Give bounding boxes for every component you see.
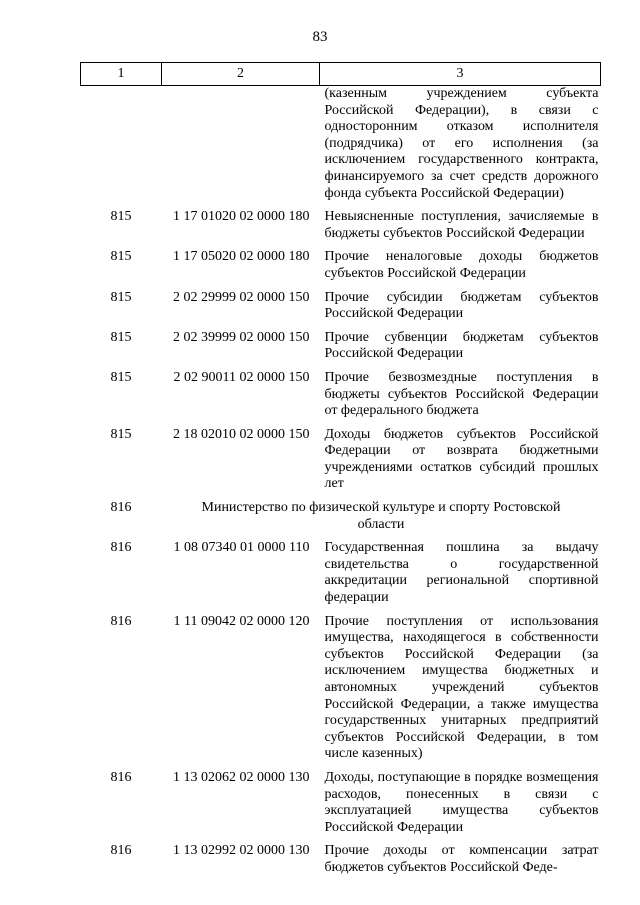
row-admin-code: 815 [110,329,132,345]
row-description: Государственная пошлина за выдачу свидетельства о государственной аккредитации региональной спортивной федерации [324,540,599,606]
table-row [81,843,601,883]
column-header-2: 2 [162,63,320,86]
row-admin-code: 815 [110,289,132,305]
table-header-row [81,63,601,86]
row-kbk-code: 1 13 02992 02 0000 130 [173,843,310,859]
row-admin-code: 815 [110,209,132,225]
table-row [81,614,601,770]
page-number: 83 [312,29,328,45]
row-admin-code: 815 [110,369,132,385]
column-header-3: 3 [320,63,601,86]
table-row [81,770,601,843]
row-kbk-code: 2 02 29999 02 0000 150 [173,289,310,305]
table-row-continuation [81,86,601,210]
table-row [81,249,601,289]
row-description: Прочие поступления от использования имущества, находящегося в собственности субъектов Российской Федерации (за исключением имущества бюджетных и автономных учреждений субъектов Российской Федерации, а также имущества государственных унитарных предприятий субъектов Российской Федерации, в том числе казенных) [324,613,599,762]
revenue-codes-table [80,62,601,884]
row-kbk-code: 2 02 39999 02 0000 150 [173,329,310,345]
row-kbk-code: 1 17 05020 02 0000 180 [173,249,310,265]
row-admin-code: 816 [110,613,132,629]
row-description: Прочие доходы от компенсации затрат бюджетов субъектов Российской Феде- [324,843,599,875]
table-row [81,209,601,249]
row-description: Прочие субвенции бюджетам субъектов Российской Федерации [324,329,599,362]
row-kbk-code: 1 13 02062 02 0000 130 [173,769,310,785]
row-description: Доходы бюджетов субъектов Российской Федерации от возврата бюджетными учреждениями остатков субсидий прошлых лет [324,426,599,492]
row-admin-code: 816 [110,843,132,859]
row-admin-code: 816 [110,540,132,556]
row-description: Прочие субсидии бюджетам субъектов Российской Федерации [324,289,599,322]
table-row [81,540,601,613]
column-header-1: 1 [81,63,162,86]
row-kbk-code: 1 17 01020 02 0000 180 [173,209,310,225]
table-row [81,330,601,370]
row-admin-code: 815 [110,426,132,442]
row-kbk-code: 1 11 09042 02 0000 120 [173,613,310,629]
row-description: Невыясненные поступления, зачисляемые в бюджеты субъектов Российской Федерации [324,209,599,241]
table-row-section [81,500,601,540]
table-row [81,427,601,500]
table-row [81,290,601,330]
row-kbk-code: 1 08 07340 01 0000 110 [173,540,310,556]
row-admin-code: 815 [110,249,132,265]
table-row [81,370,601,427]
row-admin-code: 816 [110,769,132,785]
row-kbk-code: 2 02 90011 02 0000 150 [173,369,310,385]
section-title: Министерство по физической культуре и спорту Ростовской области [201,500,561,532]
row-description: Прочие безвозмездные поступления в бюджеты субъектов Российской Федерации от федерального бюджета [324,369,599,419]
section-admin-code: 816 [110,500,132,516]
row-kbk-code: 2 18 02010 02 0000 150 [173,426,310,442]
row-description: Прочие неналоговые доходы бюджетов субъектов Российской Федерации [324,249,599,281]
row-description: (казенным учреждением субъекта Российской Федерации), в связи с односторонним отказом исполнителя (подрядчика) от его исполнения (за исключением государственного контракта, финансируемого за счет средств дорожного фонда субъекта Российской Федерации) [324,86,599,201]
row-description: Доходы, поступающие в порядке возмещения расходов, понесенных в связи с эксплуатацией имущества субъектов Российской Федерации [324,769,599,835]
